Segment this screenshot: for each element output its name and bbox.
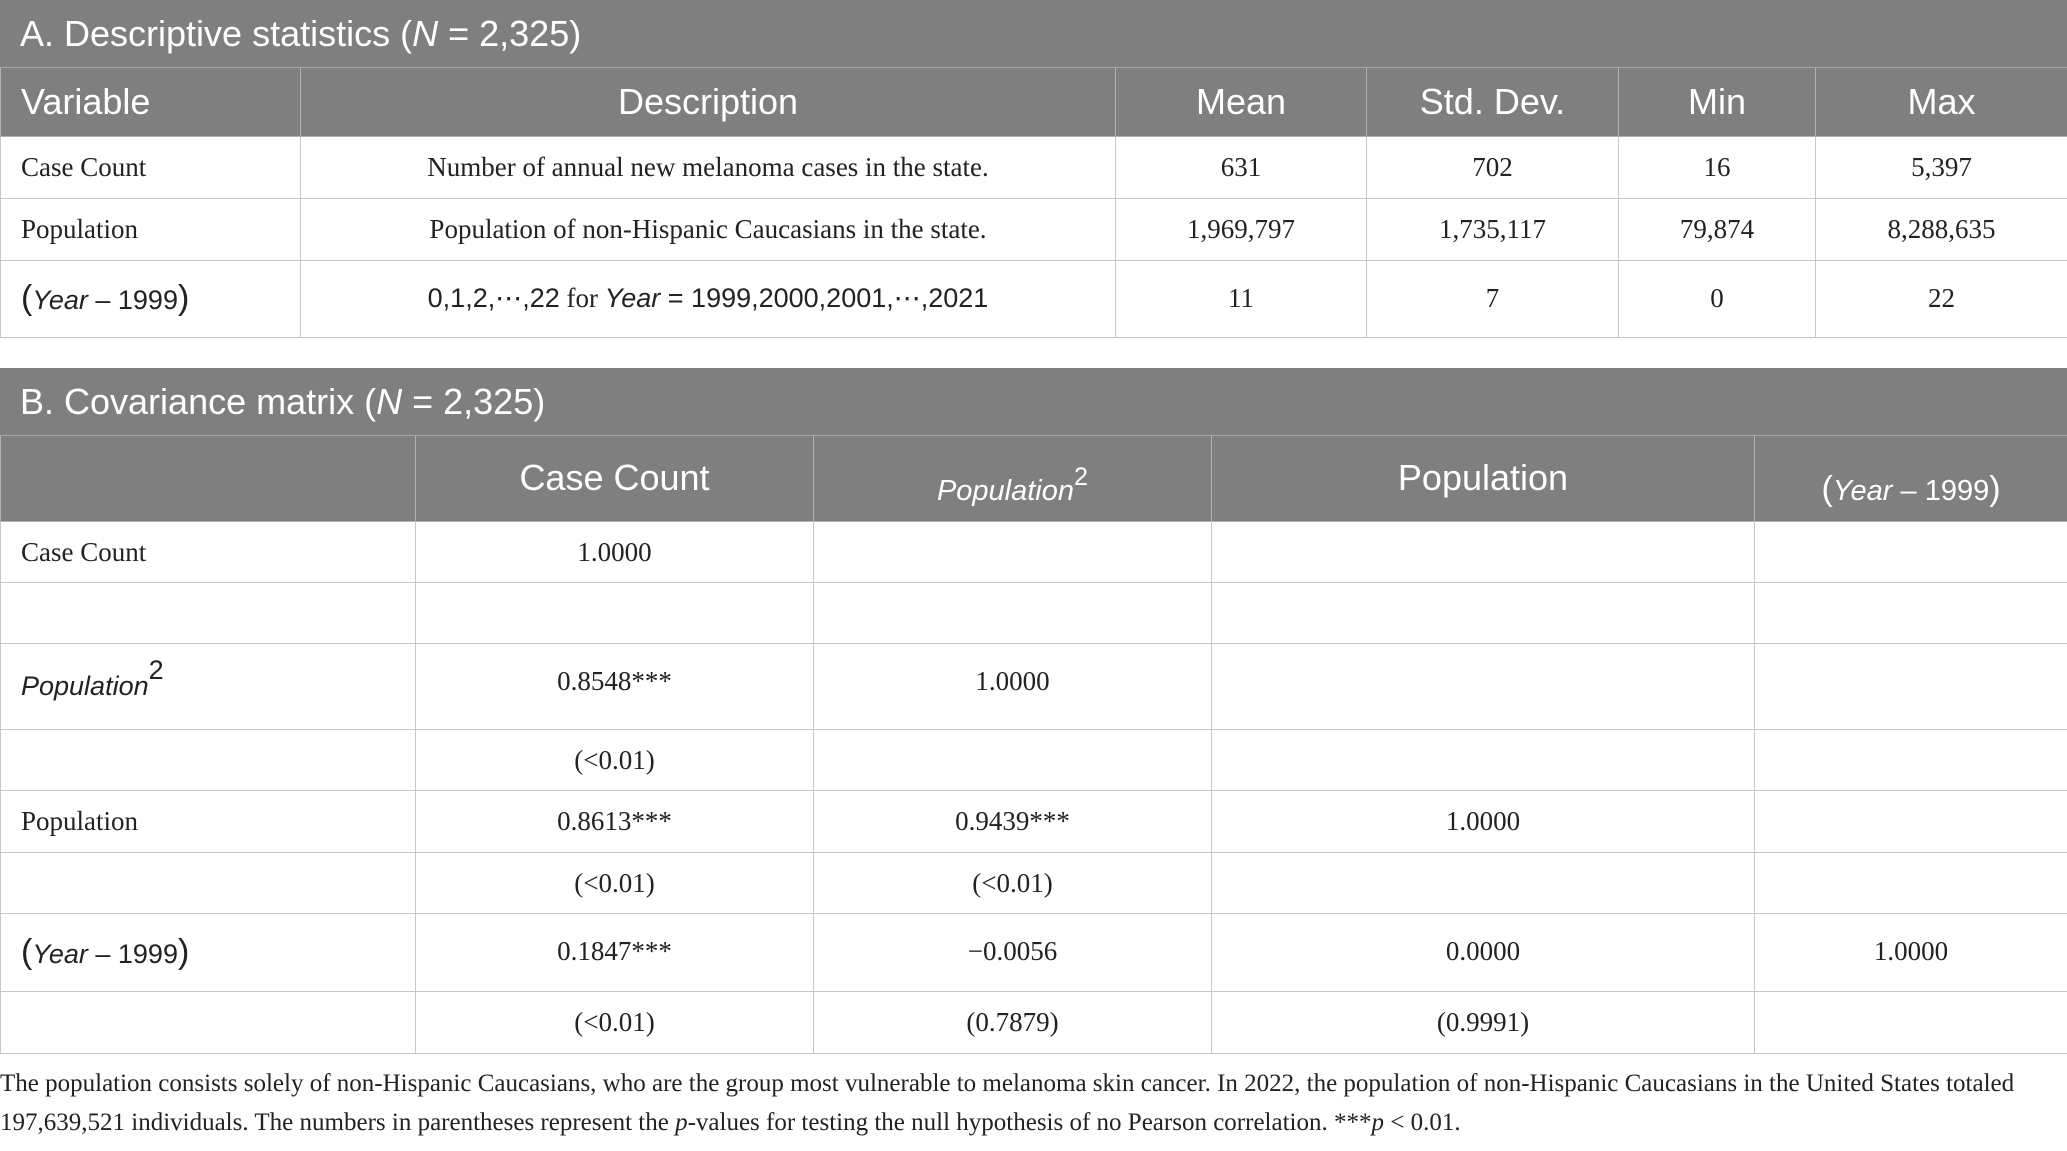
cell bbox=[416, 583, 814, 644]
panel-a-title: A. Descriptive statistics (N = 2,325) bbox=[0, 0, 2067, 68]
cell bbox=[1, 853, 416, 914]
table-row bbox=[1, 198, 2067, 260]
sd-cell: 702 bbox=[1367, 136, 1619, 198]
cell: 0.0000 bbox=[1212, 914, 1755, 992]
cell: 0.8548*** bbox=[416, 644, 814, 730]
table-row bbox=[1, 914, 2067, 992]
cell: 1.0000 bbox=[1212, 791, 1755, 853]
row-label-population-squared: Population$^2$ bbox=[1, 644, 416, 730]
cell bbox=[1212, 853, 1755, 914]
row-label-year: (Year – 1999) bbox=[1, 914, 416, 992]
max-cell: 22 bbox=[1816, 260, 2067, 337]
cell bbox=[1755, 522, 2067, 583]
cell bbox=[1212, 583, 1755, 644]
cell: 1.0000 bbox=[814, 644, 1212, 730]
table-row bbox=[1, 791, 2067, 853]
cell bbox=[1755, 853, 2067, 914]
p-value-cell: (<0.01) bbox=[416, 853, 814, 914]
table-row bbox=[1, 644, 2067, 730]
panel-b-title: B. Covariance matrix (N = 2,325) bbox=[0, 368, 2067, 436]
header-population-squared: Population$^2$ bbox=[814, 436, 1212, 522]
cell: −0.0056 bbox=[814, 914, 1212, 992]
cell: 1.0000 bbox=[416, 522, 814, 583]
p-value-cell: (0.7879) bbox=[814, 992, 1212, 1054]
panel-gap bbox=[0, 338, 2067, 368]
header-year: (Year – 1999) bbox=[1755, 436, 2067, 522]
cell bbox=[814, 522, 1212, 583]
table-row bbox=[1, 992, 2067, 1054]
table-row bbox=[1, 853, 2067, 914]
cell bbox=[1755, 791, 2067, 853]
cell bbox=[1755, 644, 2067, 730]
mean-cell: 1,969,797 bbox=[1116, 198, 1367, 260]
header-description: Description bbox=[301, 68, 1116, 136]
min-cell: 0 bbox=[1619, 260, 1816, 337]
header-row bbox=[1, 436, 2067, 522]
cell bbox=[1755, 583, 2067, 644]
table-row bbox=[1, 522, 2067, 583]
cell bbox=[814, 730, 1212, 791]
header-min: Min bbox=[1619, 68, 1816, 136]
header-row bbox=[1, 68, 2067, 136]
table-footnote: The population consists solely of non-Hispanic Caucasians, who are the group most vulnerable to melanoma skin cancer. In 2022, the population of non-Hispanic Caucasians in the United States totaled 197,639,521 individuals. The numbers in parentheses represent the p-values for testing the null hypothesis of no Pearson correlation. ***p < 0.01. bbox=[0, 1070, 2015, 1136]
p-value-cell: (0.9991) bbox=[1212, 992, 1755, 1054]
mean-cell: 11 bbox=[1116, 260, 1367, 337]
description-cell: Number of annual new melanoma cases in the state. bbox=[301, 136, 1116, 198]
covariance-matrix-table bbox=[0, 436, 2067, 1055]
cell bbox=[1212, 644, 1755, 730]
header-empty bbox=[1, 436, 416, 522]
variable-year: (Year – 1999) bbox=[1, 260, 301, 337]
variable-population: Population bbox=[1, 198, 301, 260]
descriptive-stats-table bbox=[0, 68, 2067, 338]
table-row bbox=[1, 730, 2067, 791]
cell bbox=[1, 583, 416, 644]
header-mean: Mean bbox=[1116, 68, 1367, 136]
table-row bbox=[1, 260, 2067, 337]
table-row bbox=[1, 136, 2067, 198]
p-value-cell: (<0.01) bbox=[416, 992, 814, 1054]
p-value-cell: (<0.01) bbox=[416, 730, 814, 791]
sd-cell: 1,735,117 bbox=[1367, 198, 1619, 260]
row-label-population: Population bbox=[1, 791, 416, 853]
cell bbox=[1, 730, 416, 791]
sd-cell: 7 bbox=[1367, 260, 1619, 337]
row-label-case-count: Case Count bbox=[1, 522, 416, 583]
min-cell: 79,874 bbox=[1619, 198, 1816, 260]
cell bbox=[1212, 730, 1755, 791]
header-case-count: Case Count bbox=[416, 436, 814, 522]
header-std-dev: Std. Dev. bbox=[1367, 68, 1619, 136]
cell: 0.9439*** bbox=[814, 791, 1212, 853]
header-population: Population bbox=[1212, 436, 1755, 522]
cell bbox=[1755, 992, 2067, 1054]
variable-case-count: Case Count bbox=[1, 136, 301, 198]
min-cell: 16 bbox=[1619, 136, 1816, 198]
header-max: Max bbox=[1816, 68, 2067, 136]
cell bbox=[814, 583, 1212, 644]
cell: 0.8613*** bbox=[416, 791, 814, 853]
table-row bbox=[1, 583, 2067, 644]
mean-cell: 631 bbox=[1116, 136, 1367, 198]
cell bbox=[1212, 522, 1755, 583]
cell: 0.1847*** bbox=[416, 914, 814, 992]
cell: 1.0000 bbox=[1755, 914, 2067, 992]
description-cell: 0,1,2,⋯,22 for Year = 1999,2000,2001,⋯,2021 bbox=[301, 260, 1116, 337]
max-cell: 5,397 bbox=[1816, 136, 2067, 198]
cell bbox=[1, 992, 416, 1054]
header-variable: Variable bbox=[1, 68, 301, 136]
cell bbox=[1755, 730, 2067, 791]
p-value-cell: (<0.01) bbox=[814, 853, 1212, 914]
description-cell: Population of non-Hispanic Caucasians in the state. bbox=[301, 198, 1116, 260]
max-cell: 8,288,635 bbox=[1816, 198, 2067, 260]
